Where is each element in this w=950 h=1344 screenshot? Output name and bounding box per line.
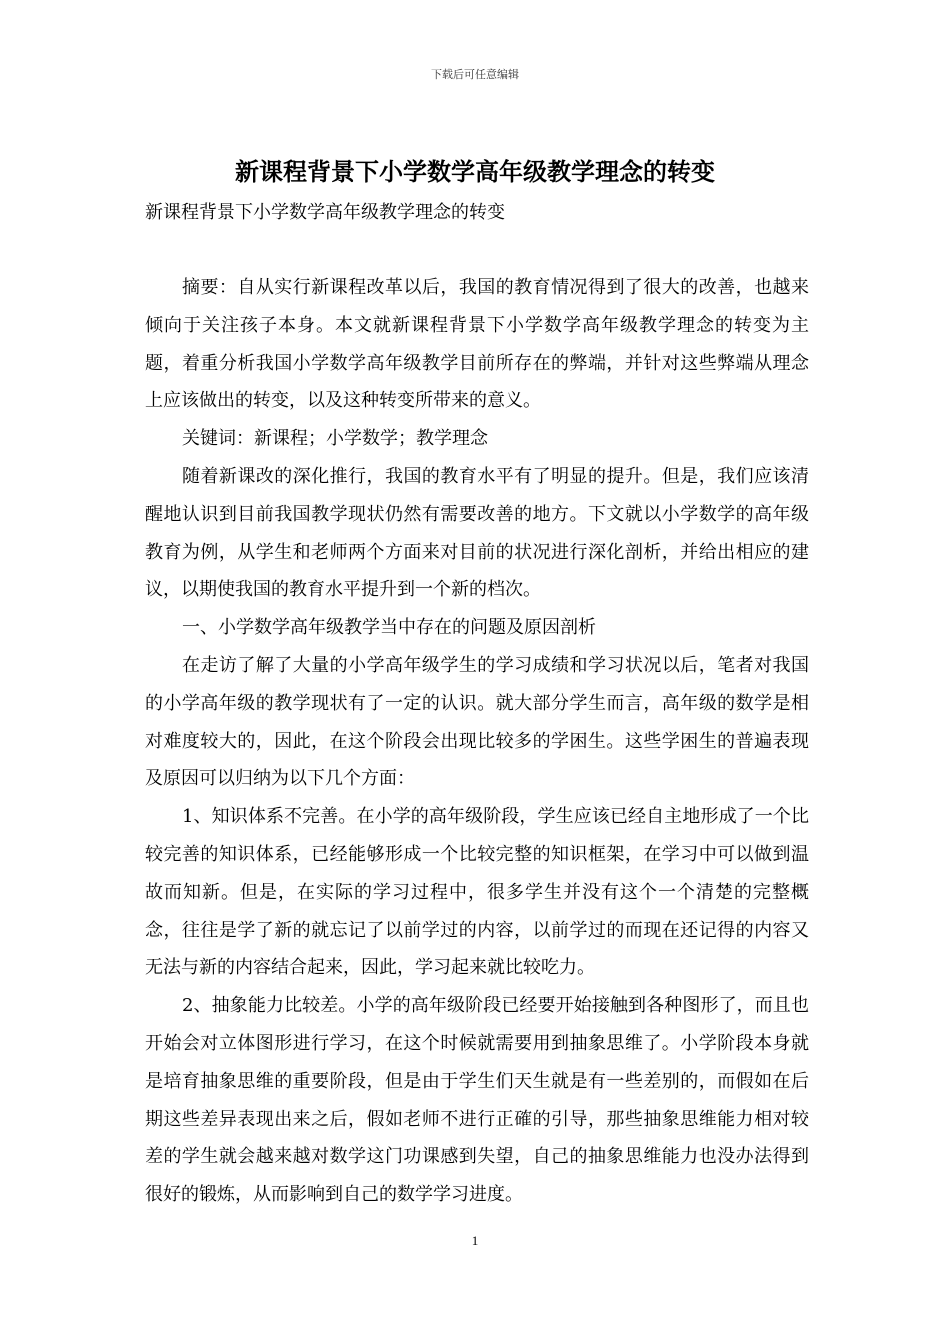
document-subtitle: 新课程背景下小学数学高年级教学理念的转变	[145, 202, 505, 223]
document-title: 新课程背景下小学数学高年级教学理念的转变	[235, 157, 715, 186]
body-paragraph: 在走访了解了大量的小学高年级学生的学习成绩和学习状况以后，笔者对我国的小学高年级的教学现状有了一定的认识。就大部分学生而言，高年级的数学是相对难度较大的，因此，在这个阶段会出现比较多的学困生。这些学困生的普遍表现及原因可以归纳为以下几个方面：	[145, 654, 809, 790]
body-paragraph: 2、抽象能力比较差。小学的高年级阶段已经要开始接触到各种图形了，而且也开始会对立体图形进行学习，在这个时候就需要用到抽象思维了。小学阶段本身就是培育抽象思维的重要阶段，但是由于学生们天生就是有一些差别的，而假如在后期这些差异表现出来之后，假如老师不进行正確的引导，那些抽象思维能力相对较差的学生就会越来越对数学这门功课感到失望，自己的抽象思维能力也没办法得到很好的锻炼，从而影响到自己的数学学习进度。	[145, 995, 809, 1206]
document-body	[145, 269, 809, 1214]
section-heading: 一、小学数学高年级教学当中存在的问题及原因剖析	[182, 617, 596, 639]
intro-paragraph: 随着新课改的深化推行，我国的教育水平有了明显的提升。但是，我们应该清醒地认识到目前我国教学现状仍然有需要改善的地方。下文就以小学数学的高年级教育为例，从学生和老师两个方面来对目前的状况进行深化剖析，并给出相应的建议，以期使我国的教育水平提升到一个新的档次。	[145, 465, 809, 601]
page-number: 1	[471, 1233, 479, 1248]
body-paragraph: 1、知识体系不完善。在小学的高年级阶段，学生应该已经自主地形成了一个比较完善的知识体系，已经能够形成一个比较完整的知识框架，在学习中可以做到温故而知新。但是，在实际的学习过程中，很多学生并没有这个一个清楚的完整概念，往往是学了新的就忘记了以前学过的内容，以前学过的而现在还记得的内容又无法与新的内容结合起来，因此，学习起来就比较吃力。	[145, 806, 809, 979]
abstract-paragraph: 摘要：自从实行新课程改革以后，我国的教育情况得到了很大的改善，也越来倾向于关注孩子本身。本文就新课程背景下小学数学高年级教学理念的转变为主题，着重分析我国小学数学高年级教学目前所存在的弊端，并针对这些弊端从理念上应该做出的转变，以及这种转变所带来的意义。	[145, 277, 809, 412]
header-note: 下载后可任意编辑	[431, 68, 519, 81]
keywords-paragraph: 关键词：新课程；小学数学；教学理念	[182, 428, 488, 450]
